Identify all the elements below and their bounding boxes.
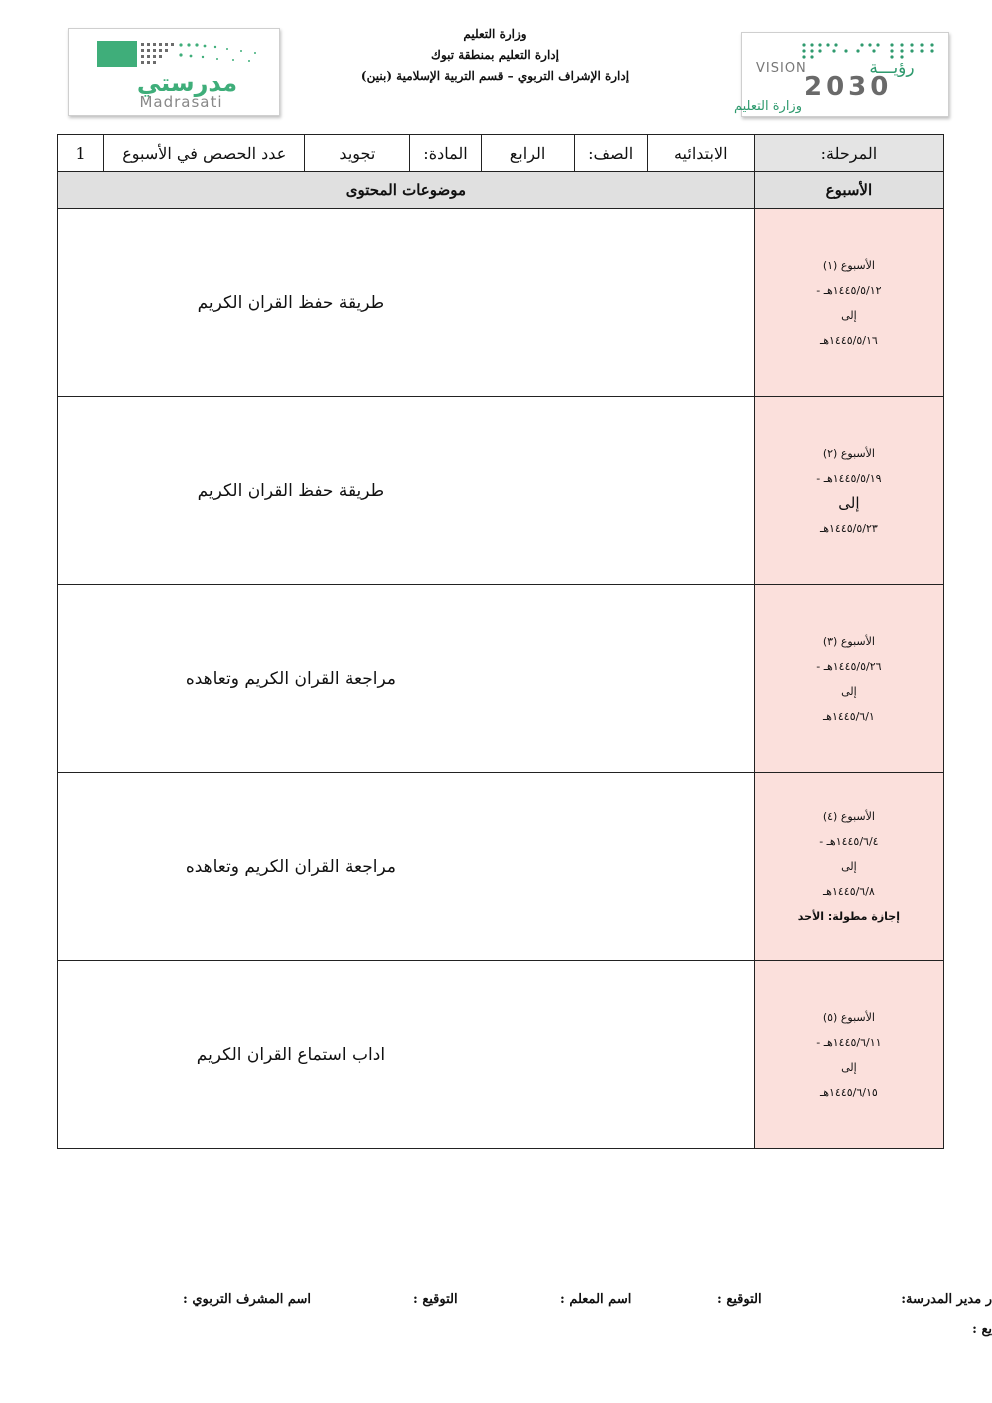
week-row (58, 397, 944, 585)
ministry-word: وزارة التعليم (733, 99, 802, 114)
ruya-word: رؤيـــة (869, 58, 915, 78)
madrasati-arabic: مدرستي (136, 69, 238, 97)
vision-2030-logo (733, 32, 949, 117)
week-topic: مراجعة القران الكريم وتعاهده (58, 773, 755, 961)
week-from-date: ١٤٤٥/٦/٤هـ - (819, 835, 879, 848)
ministry-header (330, 24, 660, 87)
week-date-cell (754, 585, 943, 773)
signature-label-2: التوقيع : (413, 1292, 458, 1307)
signature-label-1: التوقيع : (717, 1292, 762, 1307)
subject-label: المادة: (410, 135, 481, 172)
week-column-header: الأسبوع (754, 172, 943, 209)
week-to-date: ١٤٤٥/٥/١٦هـ (819, 333, 878, 347)
cut-signature-label: يع : (972, 1322, 992, 1337)
week-to-word: إلى (841, 860, 857, 873)
week-label: الأسبوع (٣) (822, 634, 875, 648)
column-header-row (58, 172, 944, 209)
vision-word: VISION (756, 61, 807, 76)
week-from-date: ١٤٤٥/٦/١١هـ - (816, 1035, 882, 1049)
week-label: الأسبوع (١) (822, 258, 875, 272)
week-row (58, 585, 944, 773)
teacher-name-label: اسم المعلم : (560, 1292, 632, 1307)
week-to-word: إلى (841, 308, 857, 322)
week-date-cell (754, 773, 943, 961)
week-date-cell (754, 961, 943, 1149)
week-to-date: ١٤٤٥/٦/١٥هـ (819, 1085, 878, 1099)
class-value: الرابع (481, 135, 574, 172)
header-line-3: إدارة الإشراف التربوي – قسم التربية الإسلامية (بنين) (360, 69, 630, 83)
week-from-date: ١٤٤٥/٥/١٩هـ - (816, 471, 882, 485)
week-label: الأسبوع (٢) (822, 446, 875, 460)
year-2030: 2030 (804, 72, 893, 102)
madrasati-latin: Madrasati (139, 93, 223, 111)
periods-label: عدد الحصص في الأسبوع (104, 135, 305, 172)
subject-value: تجويد (305, 135, 410, 172)
stage-value: الابتدائيه (647, 135, 754, 172)
week-to-word: إلى (838, 493, 860, 512)
topics-column-header: موضوعات المحتوى (58, 172, 755, 209)
week-row (58, 773, 944, 961)
week-to-date: ١٤٤٥/٥/٢٣هـ (819, 521, 878, 535)
supervisor-name-label: اسم المشرف التربوي : (183, 1292, 312, 1307)
info-row (58, 135, 944, 172)
week-row (58, 961, 944, 1149)
header-line-1: وزارة التعليم (463, 27, 527, 41)
week-topic: اداب استماع القران الكريم (58, 961, 755, 1149)
holiday-note: إجازة مطولة: الأحد (797, 910, 900, 923)
week-label: الأسبوع (٥) (822, 1010, 875, 1024)
week-topic: مراجعة القران الكريم وتعاهده (58, 585, 755, 773)
stage-label: المرحلة: (754, 135, 943, 172)
weekly-plan-table (57, 134, 944, 1149)
principal-label: ر مدير المدرسة: (901, 1292, 992, 1307)
class-label: الصف: (574, 135, 647, 172)
week-topic: طريقة حفظ القران الكريم (58, 397, 755, 585)
week-date-cell (754, 397, 943, 585)
week-date-cell (754, 209, 943, 397)
week-to-word: إلى (841, 684, 857, 698)
week-to-date: ١٤٤٥/٦/١هـ (822, 709, 875, 723)
week-row (58, 209, 944, 397)
madrasati-logo (68, 28, 280, 116)
week-to-word: إلى (841, 1060, 857, 1074)
week-label: الأسبوع (٤) (822, 810, 875, 823)
week-from-date: ١٤٤٥/٥/٢٦هـ - (816, 659, 882, 673)
header-line-2: إدارة التعليم بمنطقة تبوك (431, 48, 559, 62)
week-topic: طريقة حفظ القران الكريم (58, 209, 755, 397)
periods-value: 1 (58, 135, 104, 172)
week-from-date: ١٤٤٥/٥/١٢هـ - (816, 283, 882, 297)
week-to-date: ١٤٤٥/٦/٨هـ (822, 885, 875, 898)
